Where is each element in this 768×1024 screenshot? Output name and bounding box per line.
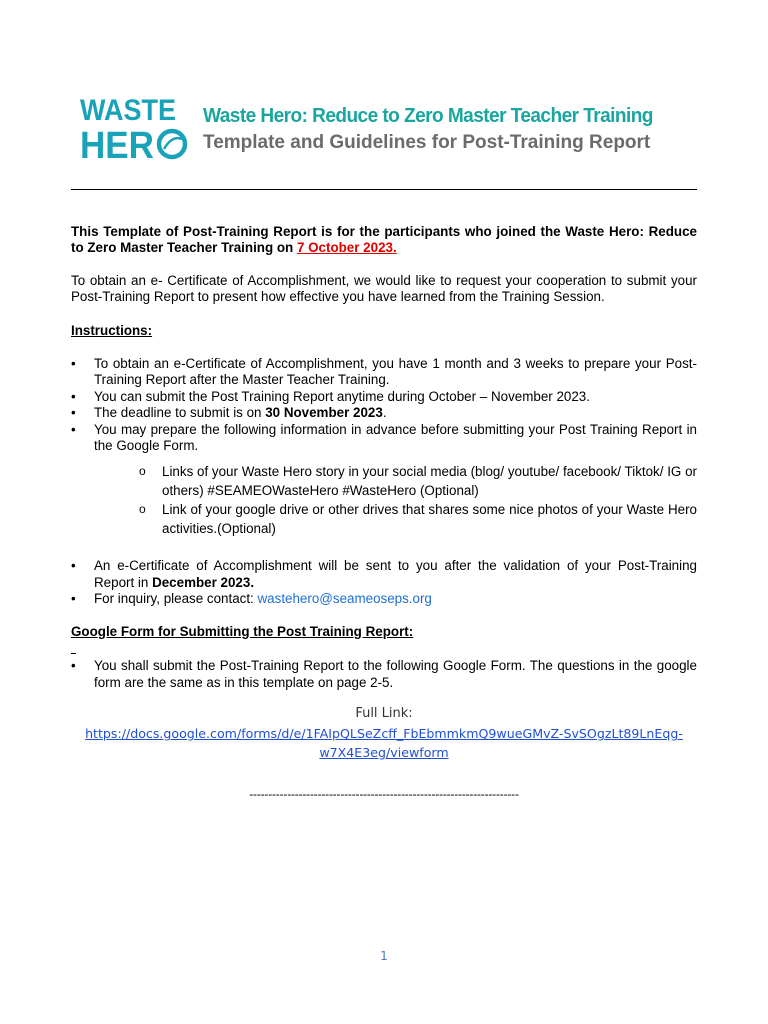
certificate-month: December 2023. xyxy=(152,574,255,590)
logo-leaf-icon xyxy=(164,138,182,149)
sub-list xyxy=(94,462,697,538)
instructions-list xyxy=(71,356,697,538)
list-item xyxy=(71,405,697,421)
intro-text: This Template of Post-Training Report is for the participants who joined the Waste Hero: Reduce to Zero Master Teacher Training on xyxy=(71,224,697,256)
deadline-date: 30 November 2023 xyxy=(265,405,383,421)
google-form-heading: Google Form for Submitting the Post Training Report: xyxy=(71,623,414,639)
deadline-period: . xyxy=(382,405,387,421)
certificate-text: An e-Certificate of Accomplishment will be sent to you after the validation of your Post-Training Report in xyxy=(94,558,697,590)
instructions-heading: Instructions: xyxy=(71,322,153,338)
document-subtitle: Template and Guidelines for Post-Training Report xyxy=(203,132,651,153)
separator-line: ----------------------------------------------------------------------- xyxy=(249,787,519,802)
logo-line2: HER xyxy=(80,125,154,163)
training-date: 7 October 2023. xyxy=(296,240,397,256)
inquiry-text: For inquiry, please contact: xyxy=(94,591,258,607)
intro-paragraph xyxy=(71,224,697,257)
logo-line1: WASTE xyxy=(80,94,176,127)
google-form-link-line2[interactable]: w7X4E3eg/viewform xyxy=(319,745,449,761)
list-item xyxy=(71,591,697,607)
page-number: 1 xyxy=(380,949,388,963)
sub-list-item: o Link of your google drive or other drives that shares some nice photos of your Waste Hero activities.(Optional) xyxy=(94,500,697,538)
waste-hero-logo xyxy=(80,93,190,163)
notification-list xyxy=(71,558,697,607)
logo-o-ring-icon xyxy=(159,131,185,157)
sub-list-item: o Links of your Waste Hero story in your social media (blog/ youtube/ facebook/ Tiktok/ IG or others) #SEAMEOWasteHero #WasteHero (Optional) xyxy=(94,462,697,500)
header-divider xyxy=(71,189,697,190)
list-item xyxy=(71,558,697,591)
empty-underlined-line xyxy=(71,640,76,654)
google-form-url xyxy=(71,724,697,762)
document-body xyxy=(71,224,697,803)
list-item: • To obtain an e-Certificate of Accomplishment, you have 1 month and 3 weeks to prepare your Post-Training Report after the Master Teacher Training. xyxy=(71,356,697,389)
purpose-paragraph: To obtain an e- Certificate of Accomplishment, we would like to request your cooperation to submit your Post-Training Report to present how effective you have learned from the Training Session. xyxy=(71,272,697,305)
contact-email-link[interactable]: wastehero@seameoseps.org xyxy=(257,591,432,607)
full-link-label: Full Link: xyxy=(355,705,413,721)
document-title: Waste Hero: Reduce to Zero Master Teacher Training xyxy=(203,104,653,127)
prepare-text: You may prepare the following information in advance before submitting your Post Training Report in the Google Form. xyxy=(94,421,697,454)
list-item: • You can submit the Post Training Report anytime during October – November 2023. xyxy=(71,389,697,405)
list-item: • You shall submit the Post-Training Report to the following Google Form. The questions in the google form are the same as in this template on page 2-5. xyxy=(71,658,697,691)
google-form-link-line1[interactable]: https://docs.google.com/forms/d/e/1FAIpQLSeZcff_FbEbmmkmQ9wueGMvZ-SvSOgzLt89LnEqg- xyxy=(85,726,683,742)
google-form-list xyxy=(71,658,697,691)
list-item xyxy=(71,422,697,539)
deadline-text: The deadline to submit is on xyxy=(94,405,266,421)
